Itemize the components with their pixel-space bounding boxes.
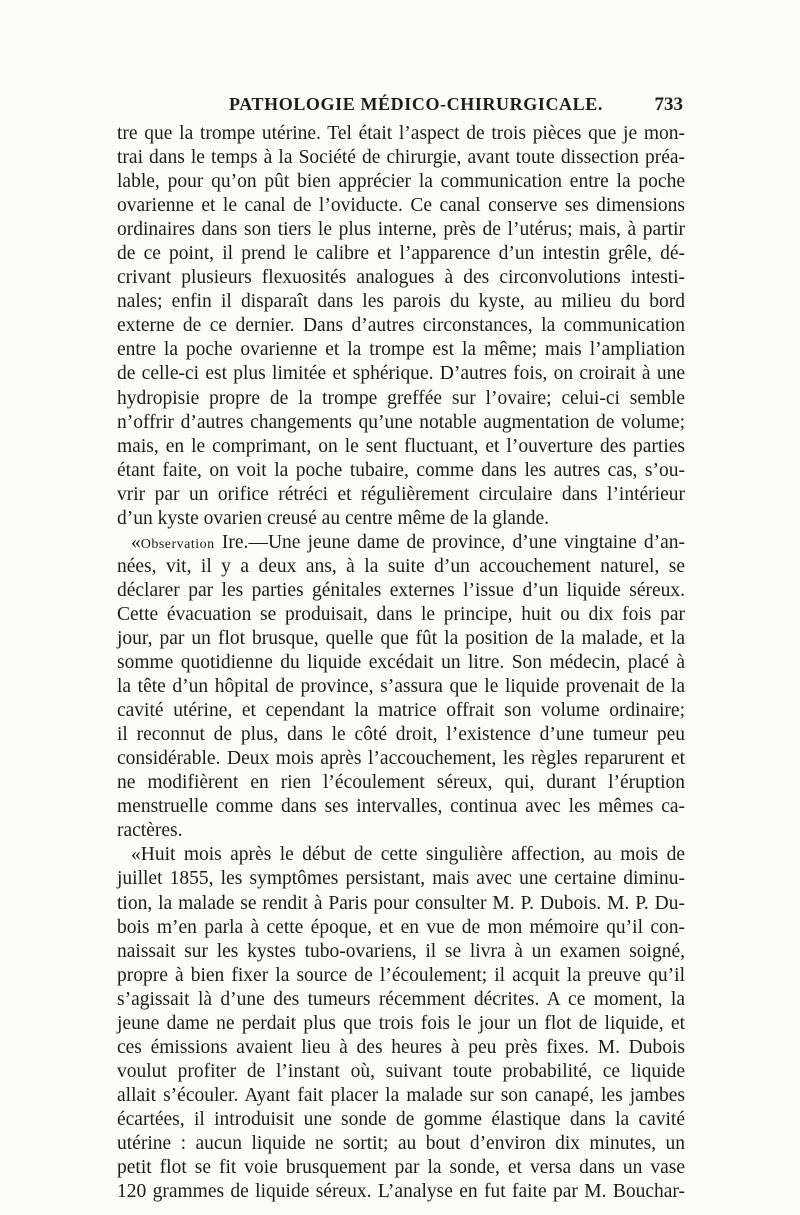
text-line: voulut profiter de l’instant où, suivant toute probabilité, ce liquide <box>117 1060 685 1082</box>
text-line: étant faite, on voit la poche tubaire, comme dans les autres cas, s’ou- <box>117 459 685 481</box>
text-line: trai dans le temps à la Société de chirurgie, avant toute dissection préa- <box>117 147 685 169</box>
text-line: ractères. <box>117 820 183 842</box>
observation-label: Observation <box>140 536 215 552</box>
text-line: s’agissait là d’une des tumeurs récemment décrites. A ce moment, la <box>117 988 685 1010</box>
text-line: hydropisie propre de la trompe greffée sur l’ovaire; celui-ci semble <box>117 387 685 409</box>
text-line: petit flot se fit voie brusquement par la sonde, et versa dans un vase <box>117 1157 685 1179</box>
text-line: «Huit mois après le début de cette singulière affection, au mois de <box>131 844 685 866</box>
text-line: de celle-ci est plus limitée et sphérique. D’autres fois, on croirait à une <box>117 363 685 385</box>
text-line: cavité utérine, et cependant la matrice offrait son volume ordinaire; <box>117 700 685 722</box>
text-line: naissait sur les kystes tubo-ovariens, il se livra à un examen soigné, <box>117 940 685 962</box>
text-line: lable, pour qu’on pût bien apprécier la communication entre la poche <box>117 171 685 193</box>
text-line: ordinaires dans son tiers le plus interne, près de l’utérus; mais, à partir <box>117 219 685 241</box>
text-line: il reconnut de plus, dans le côté droit, l’existence d’une tumeur peu <box>117 724 685 746</box>
text-line: écartées, il introduisit une sonde de gomme élastique dans la cavité <box>117 1108 685 1130</box>
text-line: Cette évacuation se produisait, dans le principe, huit ou dix fois par <box>117 603 685 625</box>
body-text <box>117 122 685 1204</box>
text-line: propre à bien fixer la source de l’écoulement; il acquit la preuve qu’il <box>117 964 685 986</box>
text-line: ovarienne et le canal de l’oviducte. Ce canal conserve ses dimensions <box>117 195 685 217</box>
text-line: somme quotidienne du liquide excédait un litre. Son médecin, placé à <box>117 652 685 674</box>
text-line: ne modifièrent en rien l’écoulement séreux, qui, durant l’éruption <box>117 772 685 794</box>
text-line: 120 grammes de liquide séreux. L’analyse en fut faite par M. Bouchar- <box>117 1181 685 1203</box>
text-line: bois m’en parla à cette époque, et en vue de mon mémoire qu’il con- <box>117 916 685 938</box>
text-line: de ce point, il prend le calibre et l’apparence d’un intestin grêle, dé- <box>117 243 685 265</box>
text-line: jeune dame ne perdait plus que trois fois le jour un flot de liquide, et <box>117 1012 685 1034</box>
text-line: ces émissions avaient lieu à des heures à peu près fixes. M. Dubois <box>117 1036 685 1058</box>
text-line: nales; enfin il disparaît dans les parois du kyste, au milieu du bord <box>117 291 685 313</box>
text-line: juillet 1855, les symptômes persistant, mais avec une certaine diminu- <box>117 868 685 890</box>
text-line: menstruelle comme dans ses intervalles, continua avec les mêmes ca- <box>117 796 685 818</box>
running-head <box>117 94 685 122</box>
observation-heading-line: «Observation Ire.—Une jeune dame de province, d’une vingtaine d’an- <box>131 531 685 553</box>
text-line: externe de ce dernier. Dans d’autres circonstances, la communication <box>117 315 685 337</box>
observation-number: Ire. <box>221 531 249 553</box>
text-line: allait s’écouler. Ayant fait placer la malade sur son canapé, les jambes <box>117 1084 685 1106</box>
observation-text: —Une jeune dame de province, d’une vingtaine d’an- <box>248 531 685 553</box>
text-line: n’offrir d’autres changements qu’une notable augmentation de volume; <box>117 411 685 433</box>
page-number: 733 <box>654 94 683 115</box>
text-line: considérable. Deux mois après l’accouchement, les règles reparurent et <box>117 748 685 770</box>
book-page <box>117 94 685 1203</box>
text-line: crivant plusieurs flexuosités analogues à des circonvolutions intesti- <box>117 267 685 289</box>
running-title: PATHOLOGIE MÉDICO-CHIRURGICALE. <box>229 94 603 114</box>
text-line: mais, en le comprimant, on le sent fluctuant, et l’ouverture des parties <box>117 435 685 457</box>
text-line: tre que la trompe utérine. Tel était l’aspect de trois pièces que je mon- <box>117 123 685 144</box>
text-line: déclarer par les parties génitales externes l’issue d’un liquide séreux. <box>117 579 685 601</box>
text-line: d’un kyste ovarien creusé au centre même de la glande. <box>117 507 550 529</box>
text-line: tion, la malade se rendit à Paris pour consulter M. P. Dubois. M. P. Du- <box>117 892 685 914</box>
text-line: utérine : aucun liquide ne sortit; au bout d’environ dix minutes, un <box>117 1132 685 1154</box>
text-line: la tête d’un hôpital de province, s’assura que le liquide provenait de la <box>117 676 685 698</box>
text-line: entre la poche ovarienne et la trompe est la même; mais l’ampliation <box>117 339 685 361</box>
text-line: vrir par un orifice rétréci et régulièrement circulaire dans l’intérieur <box>117 483 685 505</box>
text-line: jour, par un flot brusque, quelle que fût la position de la malade, et la <box>117 627 685 649</box>
text-line: nées, vit, il y a deux ans, à la suite d’un accouchement naturel, se <box>117 555 685 577</box>
